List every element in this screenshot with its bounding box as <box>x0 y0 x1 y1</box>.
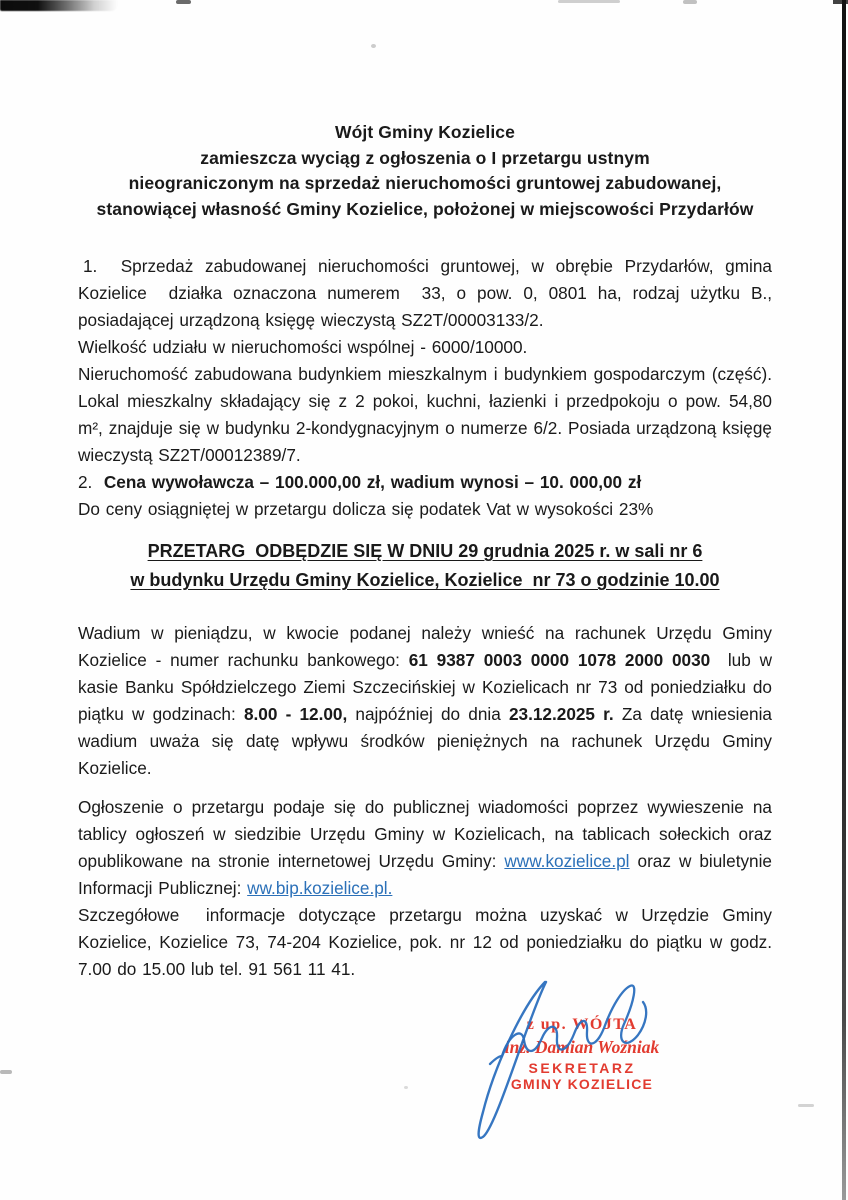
document-body <box>78 120 772 983</box>
paragraph-wadium <box>78 620 772 782</box>
scan-artifact <box>683 0 697 4</box>
scan-artifact <box>558 0 620 3</box>
text-segment: Szczegółowe informacje dotyczące przetargu można uzyskać w Urzędzie Gminy Kozielice, Kozielice 73, 74-204 Kozielice, pok. nr 12 od poniedziałku do piątku w godz. 7.00 do 15.00 lub tel. 91 561 11 41. <box>78 905 772 979</box>
scan-edge-line <box>842 0 846 1200</box>
bold-text-segment: Cena wywoławcza – 100.000,00 zł, wadium wynosi – 10. 000,00 zł <box>103 472 642 492</box>
document-title <box>78 120 772 222</box>
text-segment: Wielkość udziału w nieruchomości wspólnej - 6000/10000. <box>78 337 528 357</box>
text-segment: Nieruchomość zabudowana budynkiem mieszkalnym i budynkiem gospodarczym (część). Lokal mieszkalny składający się z 2 pokoi, kuchni, łazienki i przedpokoju o pow. 54,80 m², znajduje się w budynku 2-kondygnacyjnym o numerze 6/2. Posiada urządzoną księgę wieczystą SZ2T/00012389/7. <box>78 364 772 465</box>
title-line-2: zamieszcza wyciąg z ogłoszenia o I przetargu ustnym <box>200 147 650 168</box>
text-segment: oraz w biuletynie Informacji Publicznej: <box>78 851 772 898</box>
paragraph-vat <box>78 496 772 523</box>
text-segment: 2. <box>78 472 104 492</box>
scan-speck <box>0 1070 12 1074</box>
paragraph-announcement <box>78 794 772 902</box>
scan-smudge-top-left <box>0 0 118 11</box>
hyperlink[interactable]: www.kozielice.pl <box>504 851 630 871</box>
hyperlink[interactable]: ww.bip.kozielice.pl. <box>247 878 393 898</box>
stamp-authority-line: z up. WÓJTA <box>526 1016 638 1033</box>
text-segment: Wadium w pieniądzu, w kwocie podanej należy wnieść na rachunek Urzędu Gminy Kozielice - numer rachunku bankowego: <box>78 623 772 670</box>
title-line-3: nieograniczonym na sprzedaż nieruchomości gruntowej zabudowanej, <box>128 173 722 193</box>
scan-artifact <box>176 0 191 4</box>
stamp-name-line: inż. Damian Woźniak <box>504 1037 660 1058</box>
handwritten-signature-ink <box>450 972 680 1157</box>
text-segment: 1. Sprzedaż zabudowanej nieruchomości gruntowej, w obrębie Przydarłów, gmina Kozielice działka oznaczona numerem 33, o pow. 0, 0801 ha, rodzaj użytku B., posiadającej urządzoną księgę wieczystą SZ2T/00003133/2. <box>78 256 772 330</box>
auction-date-heading <box>78 537 772 595</box>
stamp-title-line: SEKRETARZ <box>528 1059 636 1076</box>
text-segment: Do ceny osiągniętej w przetargu dolicza się podatek Vat w wysokości 23% <box>78 499 654 519</box>
stamp-office-line: GMINY KOZIELICE <box>510 1075 654 1092</box>
scan-speck <box>798 1104 814 1107</box>
paragraph-building-description <box>78 361 772 469</box>
bold-text-segment: 61 9387 0003 0000 1078 2000 0030 <box>408 650 711 670</box>
auction-heading-line-2: w budynku Urzędu Gminy Kozielice, Kozielice nr 73 o godzinie 10.00 <box>130 570 720 590</box>
paragraph-ownership-share <box>78 334 772 361</box>
text-segment: najpóźniej do dnia <box>347 704 509 724</box>
bold-text-segment: 8.00 - 12.00, <box>243 704 348 724</box>
paragraph-property-description <box>78 253 772 334</box>
text-segment: lub w kasie Banku Spółdzielczego Ziemi Szczecińskiej w Kozielicach nr 73 od poniedziałku do piątku w godzinach: <box>78 650 772 724</box>
title-line-4: stanowiącej własność Gminy Kozielice, położonej w miejscowości Przydarłów <box>96 198 754 219</box>
paragraph-starting-price <box>78 469 772 496</box>
scan-speck <box>404 1086 408 1089</box>
paragraph-contact-details <box>78 902 772 983</box>
text-segment: Za datę wniesienia wadium uważa się datę wpływu środków pieniężnych na rachunek Urzędu Gminy Kozielice. <box>78 704 772 778</box>
title-line-1: Wójt Gminy Kozielice <box>335 122 515 142</box>
auction-heading-line-1: PRZETARG ODBĘDZIE SIĘ W DNIU 29 grudnia 2025 r. w sali nr 6 <box>147 541 703 561</box>
scan-artifact <box>833 0 848 4</box>
bold-text-segment: 23.12.2025 r. <box>508 704 614 724</box>
scan-speck <box>371 44 376 48</box>
text-segment: Ogłoszenie o przetargu podaje się do publicznej wiadomości poprzez wywieszenie na tablicy ogłoszeń w siedzibie Urzędu Gminy w Kozielicach, na tablicach sołeckich oraz opublikowane na stronie internetowej Urzędu Gminy: <box>78 797 772 871</box>
